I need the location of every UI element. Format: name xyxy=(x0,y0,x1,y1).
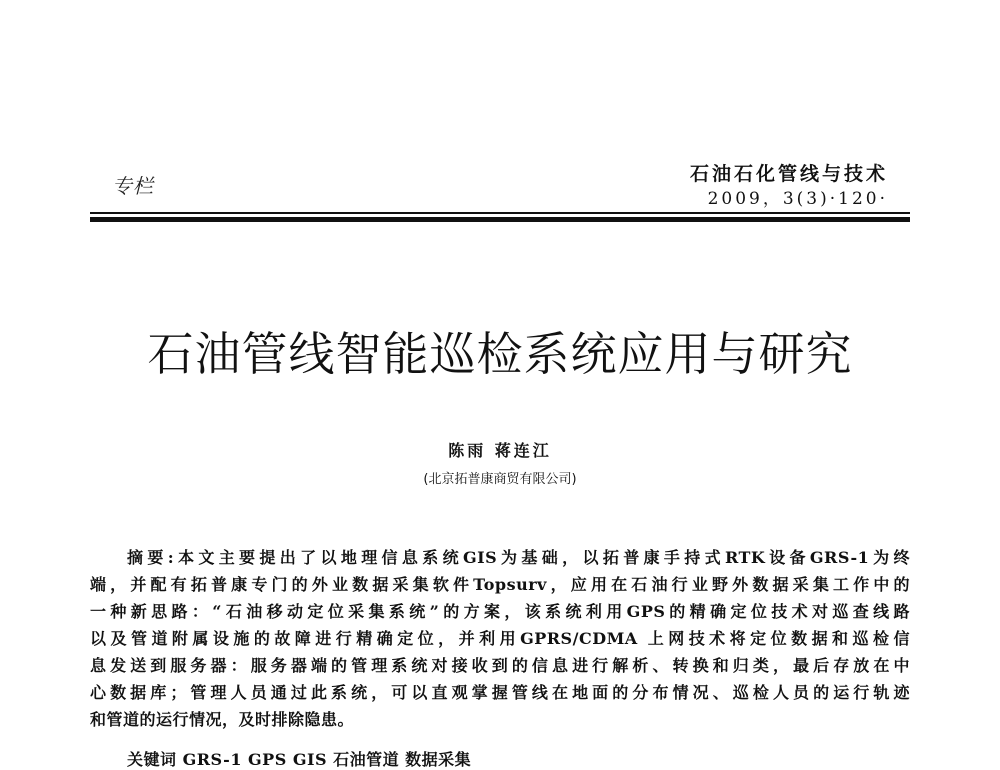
abstract-line: 和管道的运行情况，及时排除隐患。 xyxy=(90,710,355,729)
article-title: 石油管线智能巡检系统应用与研究 xyxy=(147,327,853,381)
abstract-paragraph xyxy=(90,544,910,733)
issue-line: 2009，3(3)·120· xyxy=(707,189,888,209)
abstract-line: 一种新思路：“石油移动定位采集系统”的方案，该系统利用GPS的精确定位技术对巡查线路 xyxy=(90,602,910,621)
keywords-line: 关键词 GRS-1 GPS GIS 石油管道 数据采集 xyxy=(127,750,472,769)
header-rule-thick xyxy=(90,217,910,222)
article-affiliation: (北京拓普康商贸有限公司) xyxy=(423,472,577,487)
abstract-line: 息发送到服务器：服务器端的管理系统对接收到的信息进行解析、转换和归类，最后存放在中 xyxy=(90,656,910,675)
journal-name: 石油石化管线与技术 xyxy=(689,163,888,185)
abstract-line: 以及管道附属设施的故障进行精确定位，并利用GPRS/CDMA 上网技术将定位数据和巡检信 xyxy=(90,629,910,648)
abstract-line: 心数据库；管理人员通过此系统，可以直观掌握管线在地面的分布情况、巡检人员的运行轨迹 xyxy=(90,683,910,702)
column-label: 专栏 xyxy=(112,174,154,198)
abstract-line: 摘要:本文主要提出了以地理信息系统GIS为基础，以拓普康手持式RTK设备GRS-1为终 xyxy=(127,548,910,567)
abstract-line: 端，并配有拓普康专门的外业数据采集软件Topsurv，应用在石油行业野外数据采集工作中的 xyxy=(90,575,910,594)
header-rule-thin xyxy=(90,212,910,214)
article-authors: 陈雨 蒋连江 xyxy=(448,441,552,460)
